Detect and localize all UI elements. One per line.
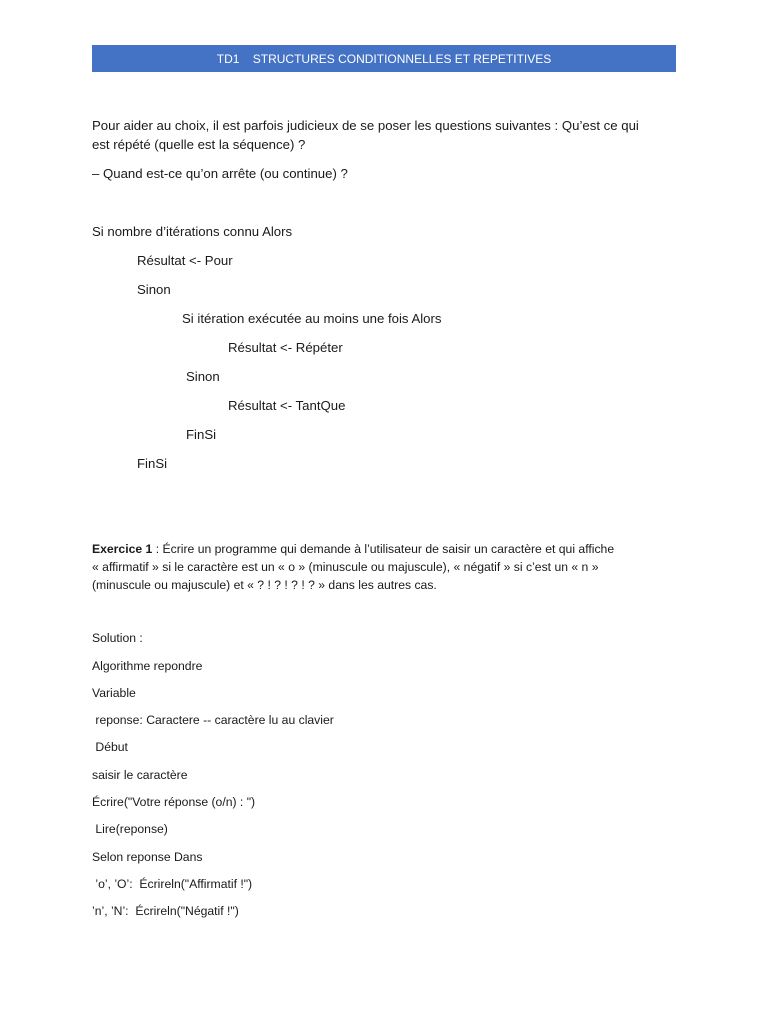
algo-line-if: Si nombre d’itérations connu Alors: [92, 224, 293, 239]
solution-line: Début: [92, 740, 128, 754]
intro-line-2: est répété (quelle est la séquence) ?: [92, 137, 306, 152]
exercise-label: Exercice 1: [92, 542, 153, 556]
solution-line: Lire(reponse): [92, 822, 168, 836]
solution-line: Écrire("Votre réponse (o/n) : "): [92, 795, 256, 809]
algo-line-else: Sinon: [137, 282, 171, 297]
algo-line-endif: FinSi: [137, 456, 168, 471]
intro-line-3: – Quand est-ce qu’on arrête (ou continue) ?: [92, 166, 348, 181]
solution-line: ’o’, ’O’: Écrireln("Affirmatif !"): [92, 877, 253, 891]
solution-heading: Solution :: [92, 631, 143, 645]
document-title: TD1 STRUCTURES CONDITIONNELLES ET REPETITIVES: [216, 51, 552, 66]
solution-line: Selon reponse Dans: [92, 850, 203, 864]
algo-line-inner-else: Sinon: [186, 369, 220, 384]
algo-line-inner-if: Si itération exécutée au moins une fois Alors: [182, 311, 442, 326]
document-header-banner: [92, 45, 676, 72]
exercise-line-3: (minuscule ou majuscule) et « ? ! ? ! ? ! ? » dans les autres cas.: [92, 578, 437, 592]
solution-line: Variable: [92, 686, 136, 700]
solution-line: Algorithme repondre: [92, 659, 203, 673]
intro-line-1: Pour aider au choix, il est parfois judicieux de se poser les questions suivantes : Qu’est ce qui: [92, 118, 639, 133]
algo-line-result-pour: Résultat <- Pour: [137, 253, 233, 268]
exercise-text: : Écrire un programme qui demande à l’utilisateur de saisir un caractère et qui affiche: [152, 542, 615, 556]
solution-line: reponse: Caractere -- caractère lu au clavier: [92, 713, 334, 727]
exercise-line-1: [92, 542, 614, 557]
solution-line: ’n’, ’N’: Écrireln("Négatif !"): [92, 904, 239, 918]
exercise-line-2: « affirmatif » si le caractère est un « o » (minuscule ou majuscule), « négatif » si c’est un « n »: [92, 560, 599, 574]
solution-line: saisir le caractère: [92, 768, 188, 782]
algo-line-inner-endif: FinSi: [186, 427, 217, 442]
algo-line-result-tantque: Résultat <- TantQue: [228, 398, 346, 413]
algo-line-result-repeter: Résultat <- Répéter: [228, 340, 343, 355]
